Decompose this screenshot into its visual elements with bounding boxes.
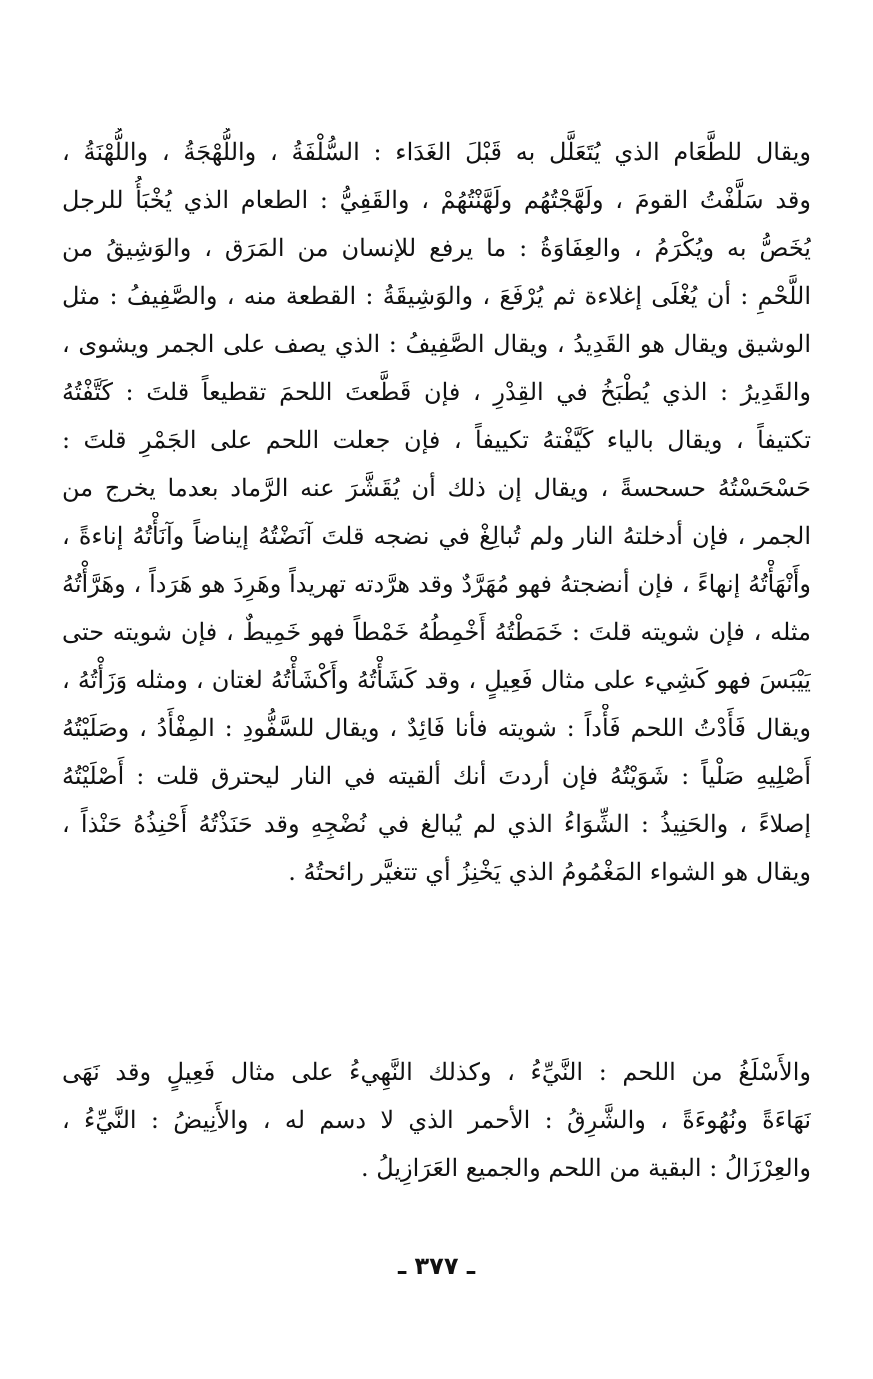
text-line: وقد سَلَّفْتُ القومَ ، ولَهَّجْتُهُم ولَهَّنْتُهُمْ ، والقَفِيُّ : الطعام الذي يُخْبَأُ للرجل: [62, 186, 811, 214]
text-line: اللَّحْمِ : أن يُغْلَى إغلاءة ثم يُرْفَعَ ، والوَشِيقَةُ : القطعة منه ، والصَّفِيفُ : مثل: [62, 282, 811, 310]
text-line: ويقال للطَّعَام الذي يُتَعَلَّل به قَبْلَ الغَدَاء : السُّلْفَةُ ، واللُّهْجَةُ ، واللُّهْنَةُ ،: [62, 138, 811, 166]
paragraph-1: [62, 128, 811, 896]
text-line: مثله ، فإن شويته قلتَ : خَمَطْتُهُ أَخْمِطُهُ خَمْطاً فهو خَمِيطٌ ، فإن شويته حتى: [62, 618, 811, 646]
text-line: والقَدِيرُ : الذي يُطْبَخُ في القِدْرِ ، فإن قَطَّعتَ اللحمَ تقطيعاً قلتَ : كَتَّفْتُهُ: [62, 378, 811, 406]
text-line: ويقال فَأَدْتُ اللحم فَأْداً : شويته فأنا فَائِدٌ ، ويقال للسَّفُّودِ : المِفْأَدُ ، وصَلَيْتُهُ: [62, 714, 811, 742]
text-line: والأَسْلَغُ من اللحم : النَّيِّءُ ، وكذلك النَّهِيءُ على مثال فَعِيلٍ وقد نَهَى: [62, 1058, 811, 1086]
text-line: يُخَصُّ به ويُكْرَمُ ، والعِفَاوَةُ : ما يرفع للإنسان من المَرَق ، والوَشِيقُ من: [62, 234, 811, 262]
text-line: وأَنْهَأْتُهُ إنهاءً ، فإن أنضجتهُ فهو مُهَرَّدٌ وقد هرَّدته تهريداً وهَرِدَ هو هَرَداً ، وهَرَّأْتُهُ: [62, 570, 811, 598]
text-line: أَصْلِيهِ صَلْياً : شَوَيْتُهُ فإن أردتَ أنك ألقيته في النار ليحترق قلت : أَصْلَيْتُهُ: [62, 762, 811, 790]
text-line: الجمر ، فإن أدخلتهُ النار ولم تُبالِغْ في نضجه قلتَ آنَضْتُهُ إيناضاً وآنَأْتُهُ إناءةً ،: [62, 522, 811, 550]
page-number: ـ ٣٧٧ ـ: [397, 1252, 476, 1280]
paragraph-2: [62, 1048, 811, 1192]
text-line: إصلاءً ، والحَنِيذُ : الشِّوَاءُ الذي لم يُبالغ في نُضْجِهِ وقد حَنَذْتُهُ أَحْنِذُهُ حَنْذاً ،: [62, 810, 811, 838]
text-line: حَسْحَسْتُهُ حسحسةً ، ويقال إن ذلك أن يُقَشَّرَ عنه الرَّماد بعدما يخرج من: [62, 474, 811, 502]
text-line: نَهَاءَةً ونُهُوءَةً ، والشَّرِقُ : الأحمر الذي لا دسم له ، والأَنِيضُ : النَّيِّءُ ،: [62, 1106, 811, 1134]
text-line: الوشيق ويقال هو القَدِيدُ ، ويقال الصَّفِيفُ : الذي يصف على الجمر ويشوى ،: [62, 330, 811, 358]
text-line: والعِرْزَالُ : البقية من اللحم والجميع العَرَازِيلُ .: [360, 1154, 811, 1182]
text-line: ويقال هو الشواء المَغْمُومُ الذي يَخْنِزُ أي تتغيَّر رائحتُهُ .: [288, 858, 811, 886]
text-line: تكتيفاً ، ويقال بالياء كَيَّفْتهُ تكييفاً ، فإن جعلت اللحم على الجَمْرِ قلتَ :: [62, 426, 811, 454]
text-line: يَيْبَسَ فهو كَشِيء على مثال فَعِيلٍ ، وقد كَشَأْتُهُ وأَكْشَأْتُهُ لغتان ، ومثله وَزَأْتُهُ ،: [62, 666, 811, 694]
